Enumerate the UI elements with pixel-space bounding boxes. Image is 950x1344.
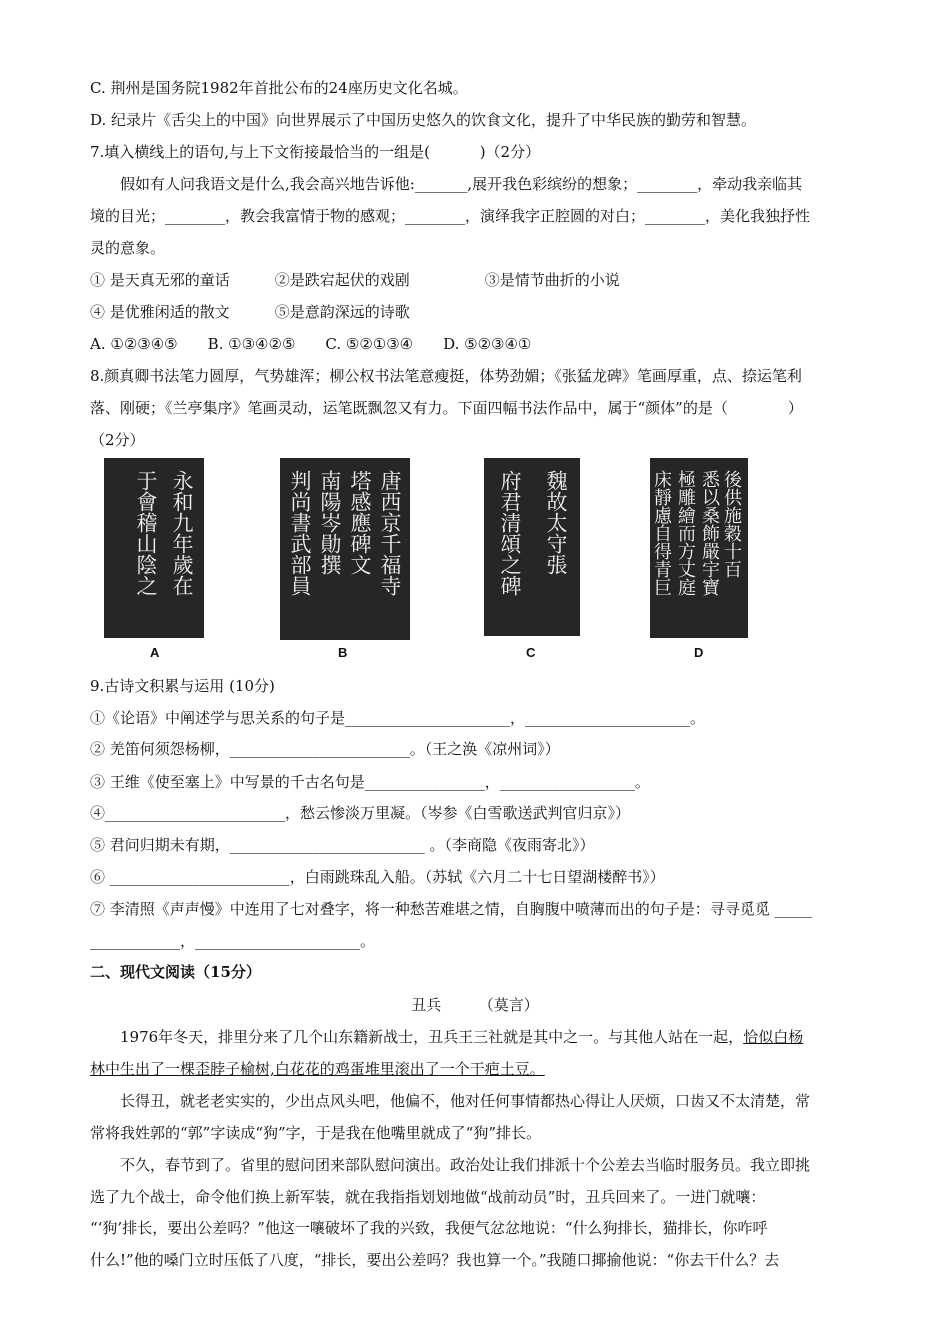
- calligraphy-b-col-2: 塔感應碑文: [348, 470, 372, 575]
- calligraphy-a-image: [104, 458, 204, 638]
- question-7-answer-choices: A. ①②③④⑤ B. ①③④②⑤ C. ⑤②①③④ D. ⑤②③④①: [90, 335, 532, 353]
- calligraphy-b-col-4: 判尚書武部員: [288, 470, 312, 596]
- calligraphy-b-col-3: 南陽岑勛撰: [318, 470, 342, 575]
- question-7-passage-line-1: 假如有人问我语文是什么,我会高兴地告诉他:_______,展开我色彩缤纷的想象；________，牵动我亲临其: [120, 175, 803, 193]
- paragraph-2-line-2: 常将我姓郭的“郭”字读成“狗”字，于是我在他嘴里就成了“狗”排长。: [90, 1124, 542, 1142]
- calligraphy-a-col-1: 永和九年歲在: [170, 470, 194, 596]
- question-8-points: （2分）: [90, 431, 145, 449]
- section-2-heading: 二、现代文阅读（15分）: [90, 963, 261, 981]
- question-7-passage-line-3: 灵的意象。: [90, 239, 166, 257]
- question-7-items-1: ① 是天真无邪的童话 ②是跌宕起伏的戏剧 ③是情节曲折的小说: [90, 271, 620, 289]
- calligraphy-c-image: [484, 458, 580, 636]
- calligraphy-d-col-4: 床靜慮自得青巨: [651, 470, 672, 596]
- underlined-sentence-part-2: 林中生出了一棵歪脖子榆树,白花花的鸡蛋堆里滚出了一个干疤土豆。: [90, 1060, 545, 1078]
- question-7-passage-line-2: 境的目光；________，教会我富情于物的感观；________，演绎我字正腔圆的对白；________，美化我独抒性: [90, 207, 811, 225]
- question-9-item-2: ② 羌笛何须怨杨柳，________________________。（王之涣《凉州词》）: [90, 740, 560, 758]
- option-d-text: D. 纪录片《舌尖上的中国》向世界展示了中国历史悠久的饮食文化，提升了中华民族的勤劳和智慧。: [90, 111, 757, 129]
- question-9-item-1: ①《论语》中阐述学与思关系的句子是______________________，______________________。: [90, 709, 706, 727]
- calligraphy-d-col-3: 極雕繪而方丈庭: [675, 470, 696, 596]
- question-9-item-6: ⑥ ________________________，白雨跳珠乱入船。（苏轼《六月二十七日望湖楼醉书》）: [90, 868, 665, 886]
- paragraph-2-line-1: 长得丑，就老老实实的，少出点风头吧，他偏不，他对任何事情都热心得让人厌烦，口齿又不太清楚，常: [120, 1092, 811, 1110]
- calligraphy-d-col-1: 後供施穀十百: [721, 470, 742, 578]
- calligraphy-a-col-2: 于會稽山陰之: [134, 470, 158, 596]
- question-9-item-7-line-2: ____________，______________________。: [90, 932, 376, 950]
- calligraphy-c-col-1: 魏故太守張: [544, 470, 568, 575]
- question-7-items-2: ④ 是优雅闲适的散文 ⑤是意韵深远的诗歌: [90, 303, 410, 321]
- question-9-item-4: ④________________________，愁云惨淡万里凝。（岑参《白雪歌送武判官归京》）: [90, 804, 631, 822]
- question-9-item-7-line-1: ⑦ 李清照《声声慢》中连用了七对叠字，将一种愁苦难堪之情，自胸腹中喷薄而出的句子是：寻寻觅觅 _____: [90, 900, 813, 918]
- question-8-stem-2: 落、刚硬；《兰亭集序》笔画灵动，运笔既飘忽又有力。下面四幅书法作品中，属于“颜体”的是（ ）: [90, 399, 803, 417]
- paragraph-3-line-2: 选了九个战士，命令他们换上新军装，就在我指指划划地做“战前动员”时，丑兵回来了。一进门就嚷：: [90, 1188, 766, 1206]
- calligraphy-d-label: D: [694, 645, 704, 660]
- calligraphy-a-label: A: [150, 645, 160, 660]
- paragraph-3-line-4: 什么!”他的嗓门立时压低了八度，“排长，要出公差吗？我也算一个。”我随口揶揄他说：“你去干什么？去: [90, 1251, 780, 1269]
- question-7-stem: 7.填入横线上的语句,与上下文衔接最恰当的一组是( )（2分）: [90, 143, 541, 161]
- calligraphy-d-col-2: 悉以桑飾嚴宇寶: [699, 470, 720, 596]
- calligraphy-c-col-2: 府君清頌之碑: [498, 470, 522, 596]
- question-8-stem-1: 8.颜真卿书法笔力圆厚，气势雄浑；柳公权书法笔意瘦挺，体势劲媚；《张猛龙碑》笔画厚重，点、捺运笔利: [90, 367, 802, 385]
- question-9-item-3: ③ 王维《使至塞上》中写景的千古名句是________________，__________________。: [90, 773, 650, 791]
- option-c-text: C. 荆州是国务院1982年首批公布的24座历史文化名城。: [90, 79, 468, 97]
- calligraphy-d-image: [650, 458, 748, 638]
- paragraph-1-text: 1976年冬天，排里分来了几个山东籍新战士，丑兵王三社就是其中之一。与其他人站在一起，: [120, 1028, 744, 1046]
- question-9-item-5: ⑤ 君问归期未有期，__________________________ 。（李商隐《夜雨寄北》）: [90, 836, 595, 854]
- paragraph-3-line-1: 不久，春节到了。省里的慰问团来部队慰问演出。政治处让我们排派十个公差去当临时服务员。我立即挑: [120, 1156, 811, 1174]
- calligraphy-b-label: B: [338, 645, 348, 660]
- calligraphy-c-label: C: [526, 645, 536, 660]
- calligraphy-b-col-1: 唐西京千福寺: [378, 470, 402, 596]
- article-title: 丑兵 （莫言）: [411, 996, 539, 1014]
- paragraph-3-line-3: “‘狗’排长，要出公差吗？”他这一嚷破坏了我的兴致，我便气忿忿地说：“什么狗排长，猫排长，你咋呼: [90, 1219, 768, 1237]
- question-9-stem: 9.古诗文积累与运用 (10分): [90, 677, 275, 695]
- paragraph-1-line-1: [120, 1027, 803, 1047]
- calligraphy-b-image: [280, 458, 410, 640]
- underlined-sentence-part-1: 恰似白杨: [743, 1028, 804, 1046]
